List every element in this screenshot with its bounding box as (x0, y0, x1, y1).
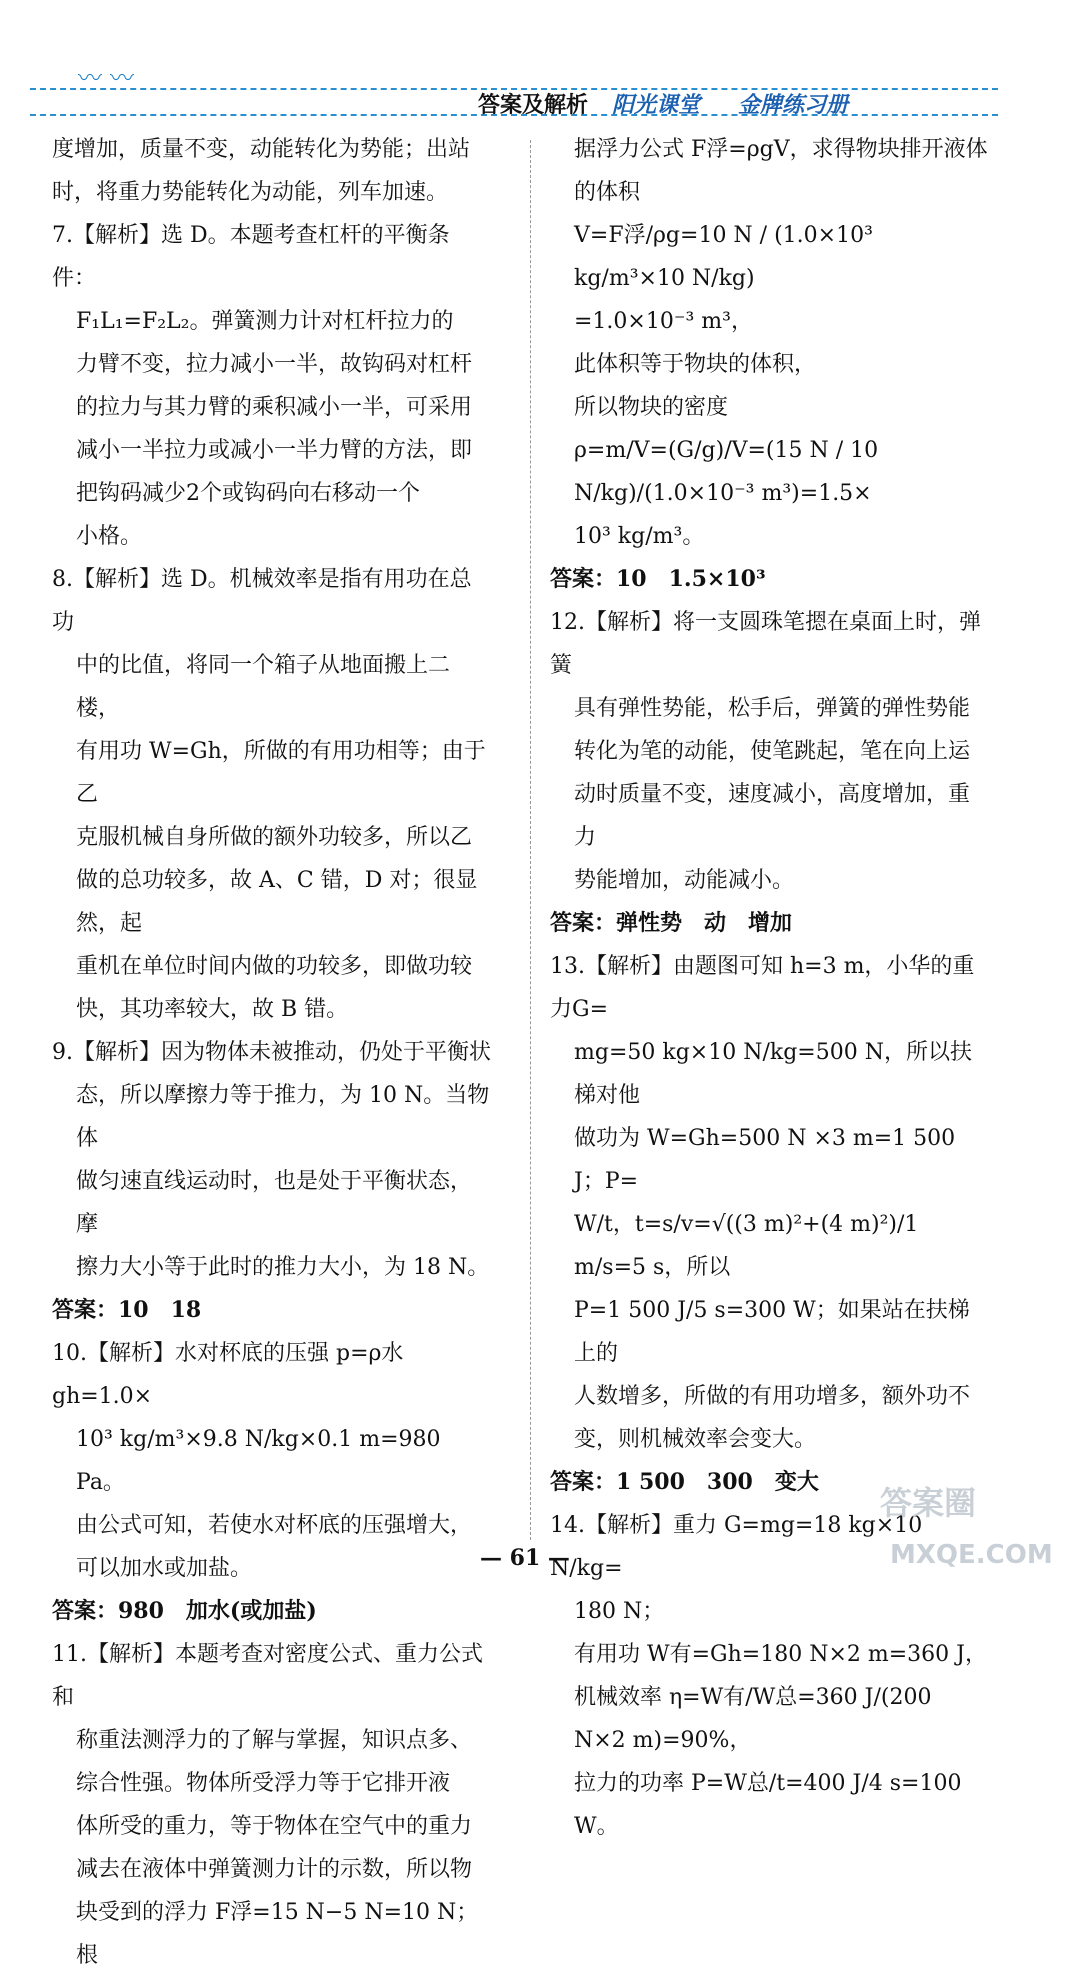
header-brand-2: 金牌练习册 (738, 92, 849, 118)
text-line: 称重法测浮力的了解与掌握，知识点多、 (76, 1728, 473, 1753)
text-line: 度增加，质量不变，动能转化为势能；出站 (52, 137, 471, 162)
text-line: 重机在单位时间内做的功较多，即做功较 (76, 954, 473, 979)
bird-icon: 〰 (110, 64, 134, 92)
text-line: 动时质量不变，速度减小，高度增加，重力 (574, 782, 971, 850)
text-line: 12.【解析】将一支圆珠笔摁在桌面上时，弹簧 (550, 610, 981, 678)
text-line: 块受到的浮力 F浮=15 N−5 N=10 N；根 (76, 1900, 479, 1968)
text-line: 时，将重力势能转化为动能，列车加速。 (52, 180, 449, 205)
text-line: 7.【解析】选 D。本题考查杠杆的平衡条件： (52, 223, 450, 291)
text-line: 答案：10 1.5×10³ (550, 566, 766, 592)
text-line: 14.【解析】重力 G=mg=18 kg×10 N/kg= (550, 1513, 923, 1581)
text-line: 可以加水或加盐。 (76, 1556, 253, 1581)
text-line: 据浮力公式 F浮=ρgV，求得物块排开液体 (574, 137, 988, 162)
text-line: 做功为 W=Gh=500 N ×3 m=1 500 J；P= (574, 1126, 956, 1194)
text-line: 11.【解析】本题考查对密度公式、重力公式和 (52, 1642, 483, 1710)
text-line: 10³ kg/m³×9.8 N/kg×0.1 m=980 Pa。 (76, 1427, 441, 1495)
text-line: 体所受的重力，等于物体在空气中的重力 (76, 1814, 473, 1839)
header-brand: 阳光课堂 (612, 92, 701, 118)
text-line: 转化为笔的动能，使笔跳起，笔在向上运 (574, 739, 971, 764)
text-line: 势能增加，动能减小。 (574, 868, 795, 893)
text-line: 答案：10 18 (52, 1297, 202, 1323)
column-divider (530, 140, 531, 1540)
text-line: 的体积 (574, 180, 641, 205)
text-line: V=F浮/ρg=10 N / (1.0×10³ kg/m³×10 N/kg) (574, 223, 873, 291)
text-line: 态，所以摩擦力等于推力，为 10 N。当物体 (76, 1083, 490, 1151)
text-line: 13.【解析】由题图可知 h=3 m，小华的重力G= (550, 954, 975, 1022)
text-line: ρ=m/V=(G/g)/V=(15 N / 10 N/kg)/(1.0×10⁻³ m³)=1.5× (574, 438, 879, 506)
bird-icon: 〰 (78, 64, 102, 92)
text-line: F₁L₁=F₂L₂。弹簧测力计对杠杆拉力的 (76, 309, 454, 334)
text-line: 综合性强。物体所受浮力等于它排开液 (76, 1771, 451, 1796)
text-line: 中的比值，将同一个箱子从地面搬上二楼， (76, 653, 451, 721)
text-line: 拉力的功率 P=W总/t=400 J/4 s=100 W。 (574, 1771, 962, 1839)
text-line: 变，则机械效率会变大。 (574, 1427, 817, 1452)
text-line: 减去在液体中弹簧测力计的示数，所以物 (76, 1857, 473, 1882)
text-line: 10.【解析】水对杯底的压强 p=ρ水 gh=1.0× (52, 1341, 404, 1409)
text-line: 做匀速直线运动时，也是处于平衡状态，摩 (76, 1169, 473, 1237)
text-line: 做的总功较多，故 A、C 错，D 对；很显然，起 (76, 868, 478, 936)
text-line: W/t，t=s/v=√((3 m)²+(4 m)²)/1 m/s=5 s，所以 (574, 1212, 919, 1280)
text-line: P=1 500 J/5 s=300 W；如果站在扶梯上的 (574, 1298, 970, 1366)
text-line: 180 N； (574, 1599, 665, 1624)
text-line: 此体积等于物块的体积， (574, 352, 817, 377)
text-line: 快，其功率较大，故 B 错。 (76, 997, 349, 1022)
text-line: 具有弹性势能，松手后，弹簧的弹性势能 (574, 696, 971, 721)
text-line: 的拉力与其力臂的乘积减小一半，可采用 (76, 395, 473, 420)
text-line: 9.【解析】因为物体未被推动，仍处于平衡状 (52, 1040, 491, 1065)
watermark-url: MXQE.COM (890, 1540, 1053, 1570)
text-line: 力臂不变，拉力减小一半，故钩码对杠杆 (76, 352, 473, 377)
left-column (52, 128, 492, 1977)
text-line: 答案：弹性势 动 增加 (550, 910, 793, 936)
text-line: 答案：980 加水(或加盐) (52, 1598, 317, 1624)
page-number: — 61 — (480, 1545, 570, 1571)
right-column (550, 128, 990, 1848)
text-line: 擦力大小等于此时的推力大小，为 18 N。 (76, 1255, 490, 1280)
text-line: =1.0×10⁻³ m³， (574, 309, 753, 334)
text-line: 把钩码减少2个或钩码向右移动一个 (76, 481, 420, 506)
watermark: 答案圈 (880, 1484, 977, 1522)
text-line: 答案：1 500 300 变大 (550, 1469, 819, 1495)
text-line: 有用功 W有=Gh=180 N×2 m=360 J， (574, 1642, 987, 1667)
text-line: 克服机械自身所做的额外功较多，所以乙 (76, 825, 473, 850)
text-line: mg=50 kg×10 N/kg=500 N，所以扶梯对他 (574, 1040, 972, 1108)
page-header (0, 0, 1072, 128)
text-line: 人数增多，所做的有用功增多，额外功不 (574, 1384, 971, 1409)
text-line: 8.【解析】选 D。机械效率是指有用功在总功 (52, 567, 472, 635)
text-line: 10³ kg/m³。 (574, 524, 705, 549)
text-line: 由公式可知，若使水对杯底的压强增大， (76, 1513, 473, 1538)
header-title: 答案及解析 (478, 92, 589, 118)
text-line: 机械效率 η=W有/W总=360 J/(200 N×2 m)=90%， (574, 1685, 932, 1753)
text-line: 所以物块的密度 (574, 395, 729, 420)
text-line: 减小一半拉力或减小一半力臂的方法，即 (76, 438, 473, 463)
text-line: 小格。 (76, 524, 143, 549)
text-line: 有用功 W=Gh，所做的有用功相等；由于乙 (76, 739, 486, 807)
